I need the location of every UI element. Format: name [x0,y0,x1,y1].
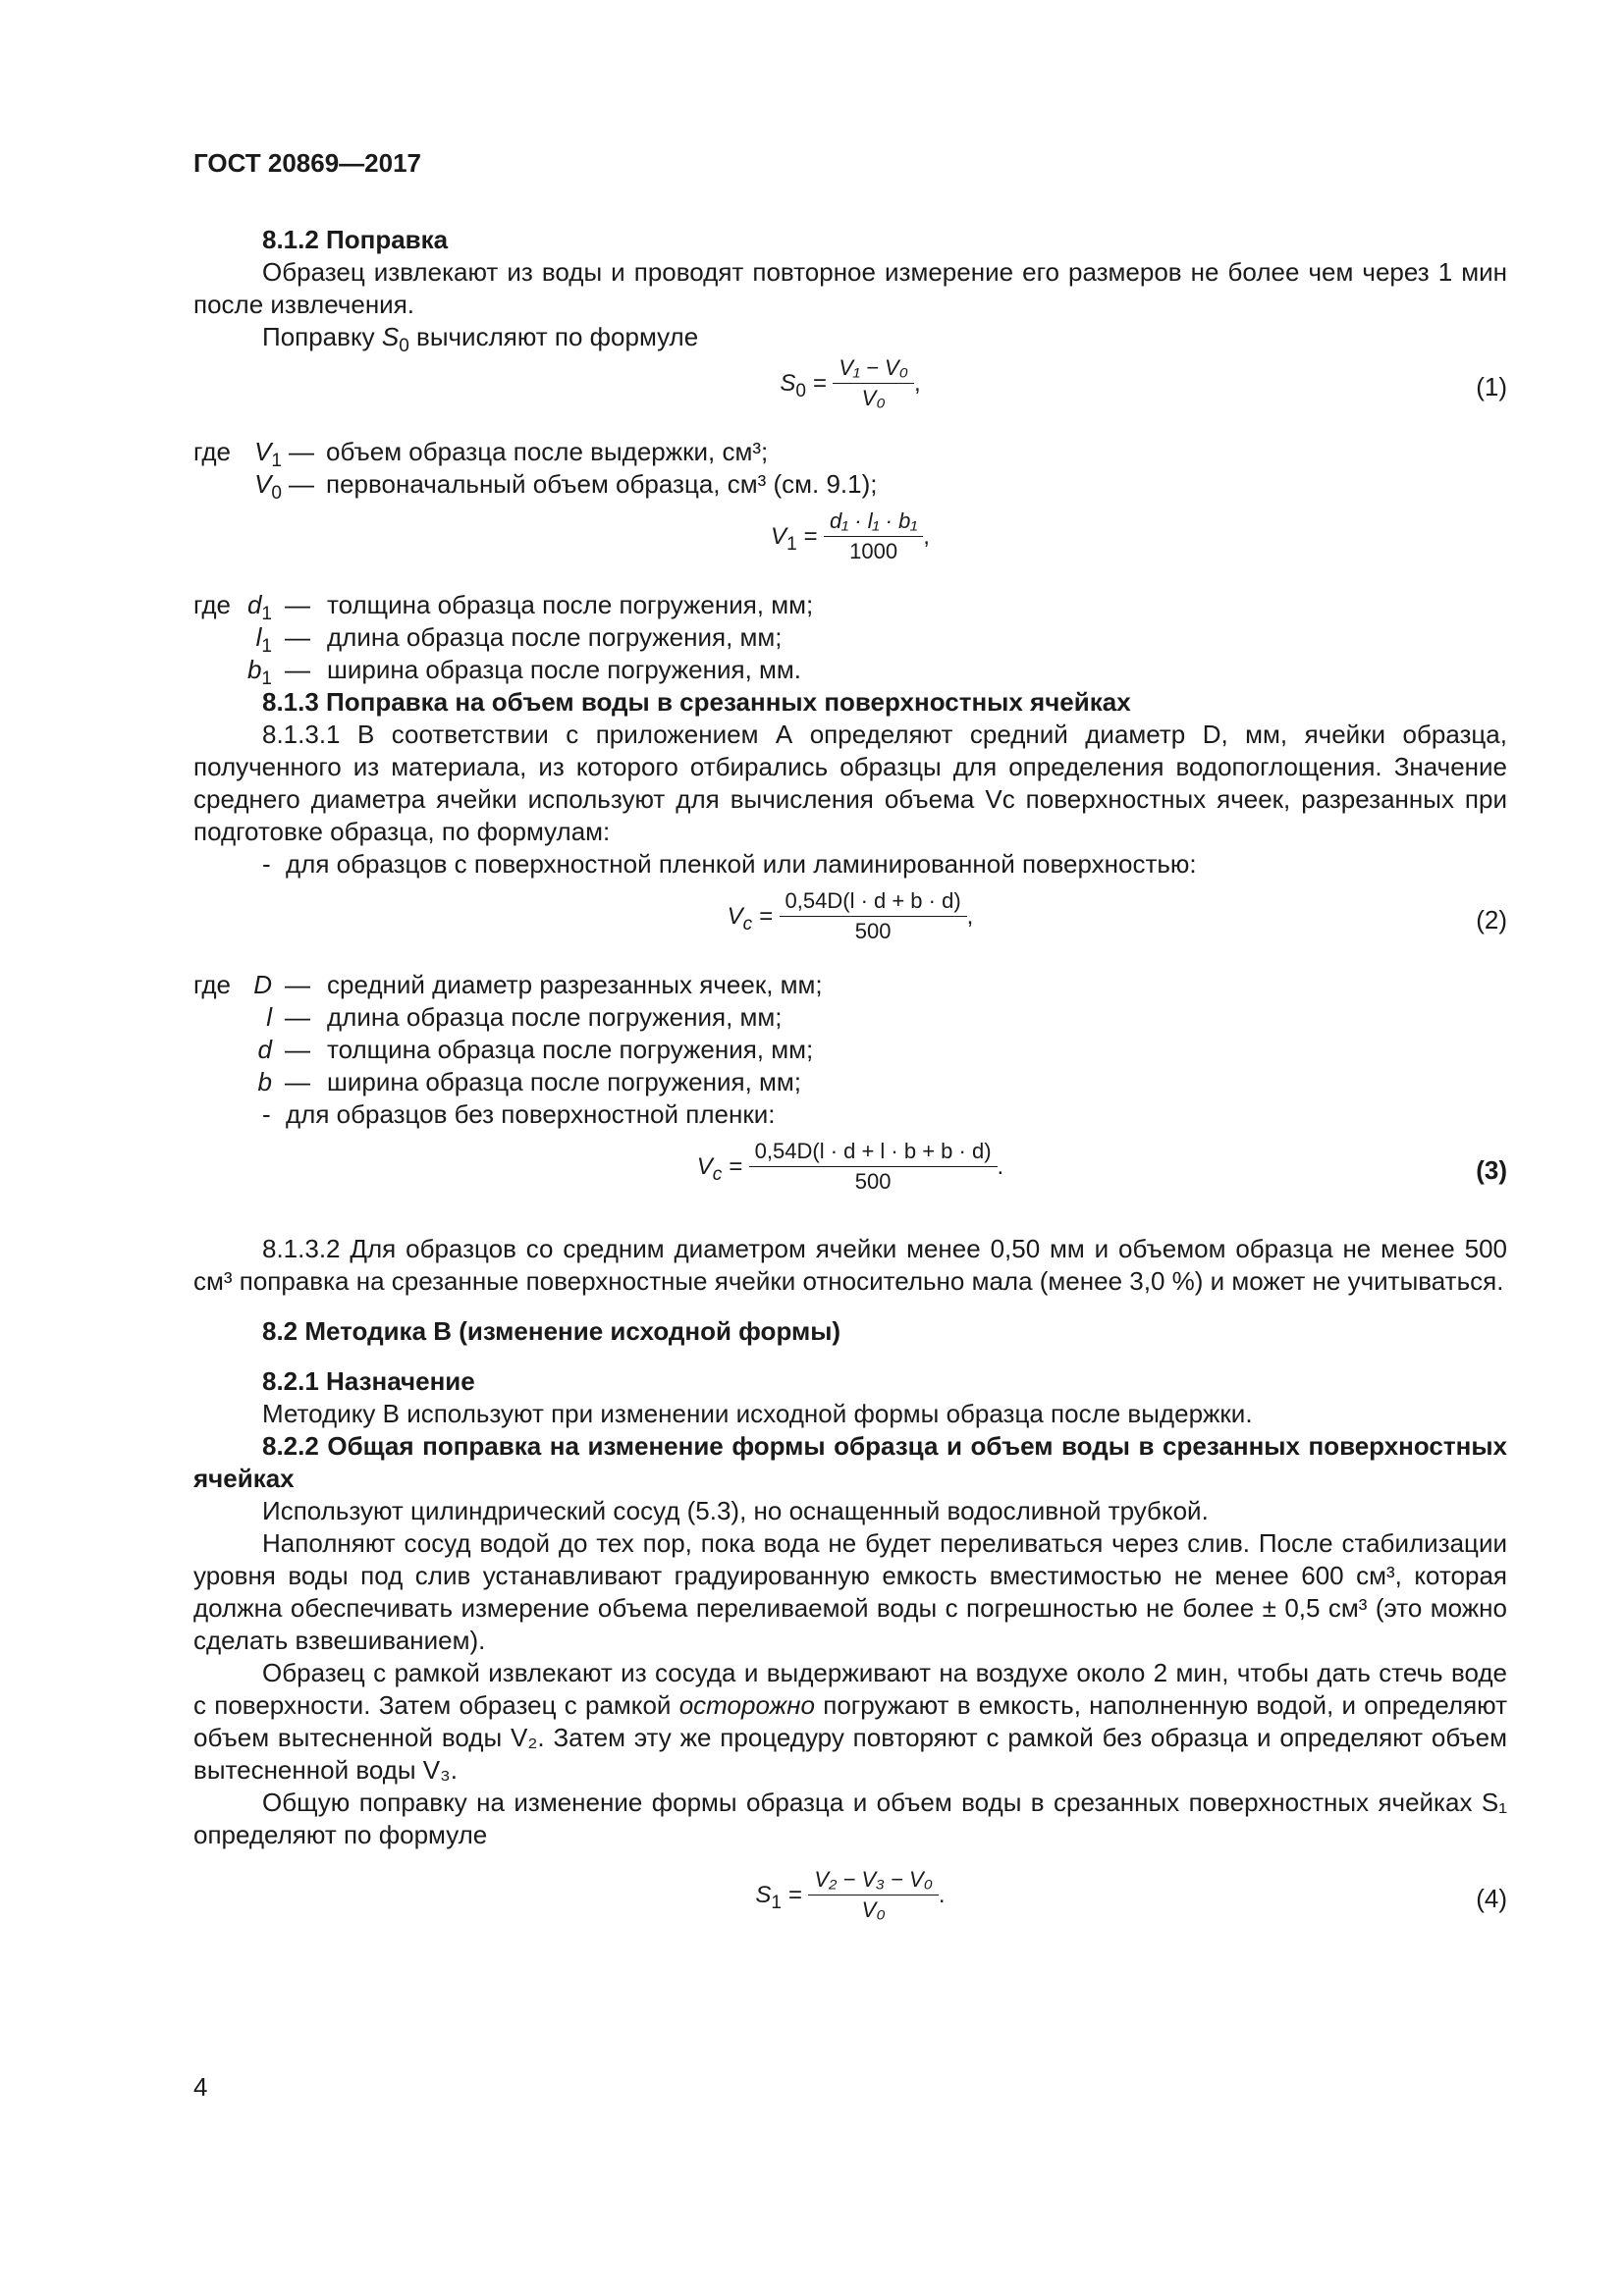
paragraph: Используют цилиндрический сосуд (5.3), но оснащенный водосливной трубкой. [262,1496,1209,1525]
fraction-numerator: 0,54D(l · d + b · d) [780,886,967,917]
fraction-numerator: 0,54D(l · d + l · b + b · d) [749,1137,998,1167]
section-8-2-1-title: 8.2.1 Назначение [262,1366,475,1396]
where-label: где [193,590,231,619]
formula-lhs: $S_1$ = [755,1882,809,1913]
formula-number: (4) [1476,1884,1507,1913]
page-number: 4 [193,2072,208,2102]
definition-text: толщина образца после погружения, мм; [327,1035,814,1064]
section-8-1-2-title: 8.1.2 Поправка [262,225,449,254]
definition-row [193,969,1507,1001]
section-8-2-2-title: 8.2.2 Общая поправка на изменение формы образца и объем воды в срезанных поверхностных ячейках [193,1431,1507,1493]
definition-row [193,1066,1507,1098]
definition-symbol: b [257,1067,272,1096]
definition-row [193,654,1507,690]
formula-number: (2) [1476,905,1507,934]
formula-2: $V_c$ = $\frac{0,54D(l \cdot d + b \cdot d)}{500}$ , (2) [193,886,1507,969]
fraction [808,1865,939,1925]
fraction-numerator: V₂ − V₃ − V₀ [808,1865,939,1896]
definition-row [193,436,1507,472]
definition-symbol: $b_1$ [246,655,272,690]
paragraph: Поправку $S_0$ вычисляют по формуле [262,322,699,357]
definition-row [193,1001,1507,1034]
formula-lhs: $V_1$ = [771,523,824,555]
definition-text: объем образца после выдержки, см³; [326,437,769,466]
definition-row [193,468,1507,505]
formula-lhs: $S_0$ = [780,370,834,401]
definition-dash: — [285,1067,310,1096]
definition-symbol: $V_1$ [254,437,282,472]
paragraph: Образец с рамкой извлекают из сосуда и выдерживают на воздухе около 2 мин, чтобы дать стечь воде с поверхности. Затем образец с рамкой осторожно погружают в емкость, наполненную водой, и определяют объем вытесненной воды V₂. Затем эту же процедуру повторяют с рамкой без образца и определяют объем вытесненной воды V₃. [193,1658,1508,1785]
where-label: где [193,970,231,999]
document-header: ГОСТ 20869—2017 [193,148,421,178]
definition-symbol: l [266,1002,272,1032]
formula-number: (1) [1476,372,1507,401]
document-body [193,224,1507,1948]
definition-row [193,1034,1507,1066]
formula-3: $V_c$ = $\frac{0,54D(l \cdot d + l \cdot b + b \cdot d)}{500}$ . (3) [193,1137,1507,1219]
list-item: - для образцов с поверхностной пленкой или ламинированной поверхностью: [262,849,1197,879]
definition-text: длина образца после погружения, мм; [327,1002,783,1032]
definition-symbol: $V_0$ [254,469,282,505]
paragraph: Наполняют сосуд водой до тех пор, пока вода не будет переливаться через слив. После стабилизации уровня воды под слив устанавливают градуированную емкость вместимостью не менее 600 см³, которая должна обеспечивать измерение объема переливаемой воды с погрешностью не более ± 0,5 см³ (это можно сделать взвешиванием). [193,1528,1507,1655]
formula-number: (3) [1476,1155,1507,1185]
fraction [749,1137,998,1197]
fraction-denominator: 500 [854,919,892,943]
definition-symbol: d [257,1035,272,1064]
definition-row [193,589,1507,625]
fraction-numerator: d₁ · l₁ · b₁ [824,507,923,537]
fraction [824,507,923,566]
formula-1: $S_0$ = $\frac{\text{V₁ − V₀}}{\text{V₀}}$ , (1) [193,353,1507,436]
list-item: - для образцов без поверхностной пленки: [262,1099,776,1129]
definition-symbol: $l_1$ [255,622,272,658]
definition-dash: — [285,590,310,619]
definition-text: толщина образца после погружения, мм; [327,590,814,619]
fraction-denominator: 1000 [849,539,898,563]
paragraph: Образец извлекают из воды и проводят повторное измерение его размеров не более чем через 1 мин после извлечения. [193,257,1507,319]
definition-symbol: $d_1$ [246,590,272,625]
section-8-1-3-title: 8.1.3 Поправка на объем воды в срезанных поверхностных ячейках [262,687,1131,717]
section-8-2-title: 8.2 Методика В (изменение исходной формы) [262,1316,841,1346]
definition-text: ширина образца после погружения, мм. [327,655,801,684]
formula-lhs: $V_c$ = [727,903,780,934]
definition-text: ширина образца после погружения, мм; [327,1067,801,1096]
definition-dash: — [289,469,314,499]
definition-dash: — [285,1002,310,1032]
fraction-denominator: V₀ [861,386,886,410]
definition-symbol: D [253,970,272,999]
formula-v1: $V_1$ = $\frac{\text{d₁ · l₁ · b₁}}{1000}$ , [193,507,1507,589]
definition-dash: — [289,437,314,466]
definition-dash: — [285,970,310,999]
fraction [780,886,967,946]
definition-dash: — [285,1035,310,1064]
paragraph: Методику В используют при изменении исходной формы образца после выдержки. [262,1399,1253,1428]
definition-row [193,621,1507,658]
paragraph: 8.1.3.1 В соответствии с приложением А определяют средний диаметр D, мм, ячейки образца, полученного из материала, из которого отбирались образцы для определения водопоглощения. Значение среднего диаметра ячейки используют для вычисления объема Vc поверхностных ячеек, разрезанных при подготовке образца, по формулам: [193,720,1507,846]
definition-dash: — [285,622,310,652]
formula-lhs: $V_c$ = [696,1153,749,1185]
paragraph: 8.1.3.2 Для образцов со средним диаметром ячейки менее 0,50 мм и объемом образца не менее 500 см³ поправка на срезанные поверхностные ячейки относительно мала (менее 3,0 %) и может не учитываться. [193,1234,1507,1296]
fraction-denominator: 500 [854,1169,892,1194]
definition-text: длина образца после погружения, мм; [327,622,783,652]
fraction-numerator: V₁ − V₀ [833,353,914,384]
definition-text: средний диаметр разрезанных ячеек, мм; [327,970,823,999]
paragraph: Общую поправку на изменение формы образца и объем воды в срезанных поверхностных ячейках S₁ определяют по формуле [193,1788,1507,1849]
definition-text: первоначальный объем образца, см³ (см. 9.1); [326,469,878,499]
definition-dash: — [285,655,310,684]
where-label: где [193,437,231,466]
fraction [833,353,914,413]
formula-4: $S_1$ = $\frac{\text{V₂ − V₃ − V₀}}{\text{V₀}}$ . (4) [193,1865,1507,1948]
fraction-denominator: V₀ [861,1897,886,1922]
